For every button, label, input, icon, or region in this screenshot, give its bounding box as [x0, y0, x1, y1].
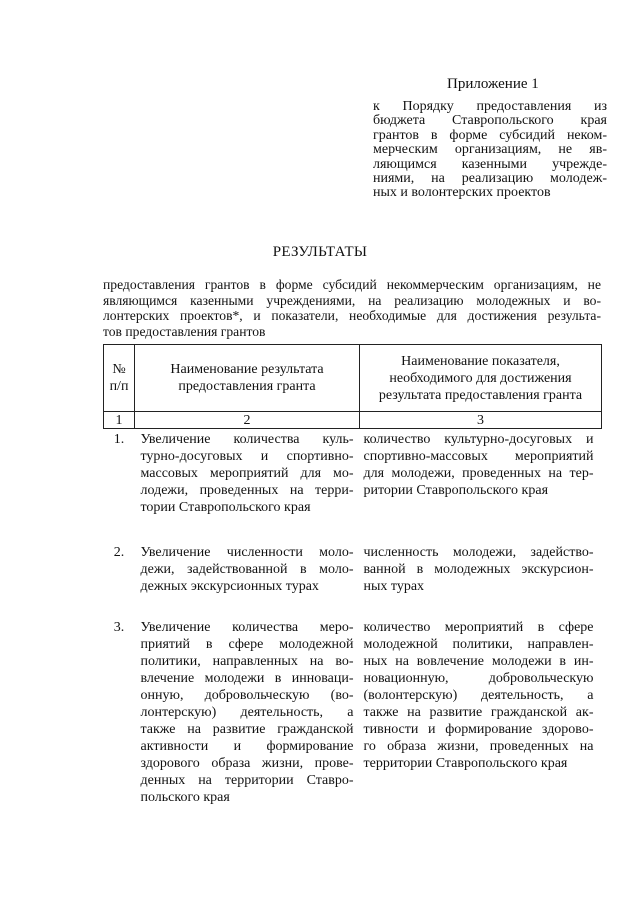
- cell-line: турно-досуговых и спортивно-: [140, 449, 354, 464]
- appendix-line: грантов в форме субсидий неком-: [373, 127, 607, 143]
- header-number-line: №: [112, 362, 126, 377]
- appendix-line: ниями, на реализацию молодеж-: [373, 171, 607, 187]
- cell-line: политики, направленных на во-: [140, 654, 354, 669]
- cell-line: ных турах: [363, 579, 425, 594]
- cell-line: тории Ставропольского края: [140, 500, 311, 515]
- cell-line: Увеличение численности моло-: [140, 545, 354, 560]
- subtitle-line: тов предоставления грантов: [103, 323, 266, 339]
- cell-line: лонтерскую) деятельность, а: [140, 705, 354, 720]
- cell-line: новационную, добровольческую: [363, 671, 594, 686]
- header-result: [135, 345, 360, 412]
- subtitle-line: предоставления грантов в форме субсидий некоммерческим организациям, не: [103, 277, 601, 292]
- header-indicator-line: результата предоставления гранта: [378, 387, 583, 403]
- cell-line: ных на вовлечение молодежи в ин-: [363, 654, 594, 669]
- table-row: [104, 617, 602, 806]
- cell-line: количество мероприятий в сфере: [363, 620, 594, 635]
- cell-line: для молодежи, проведенных на тер-: [363, 466, 594, 481]
- results-table: [103, 344, 602, 806]
- column-number: 2: [135, 412, 360, 429]
- column-number: 3: [360, 412, 602, 429]
- header-number-line: п/п: [109, 379, 129, 394]
- result-cell: [135, 429, 360, 543]
- header-indicator-line: необходимого для достижения: [389, 370, 572, 386]
- cell-line: спортивно-массовых мероприятий: [363, 449, 594, 464]
- cell-line: территории Ставропольского края: [363, 756, 568, 771]
- document-title: РЕЗУЛЬТАТЫ: [272, 244, 368, 260]
- appendix-text: [373, 100, 607, 201]
- column-number: 1: [104, 412, 135, 429]
- cell-line: ванной в молодежных экскурсион-: [363, 562, 594, 577]
- cell-line: численность молодежи, задейство-: [363, 545, 594, 560]
- cell-line: лодежи, проведенных на терри-: [140, 483, 354, 498]
- header-indicator: [360, 345, 602, 412]
- cell-line: (волонтерскую) деятельность, а: [363, 688, 594, 703]
- cell-line: денных на территории Ставро-: [140, 773, 354, 788]
- cell-line: Увеличение количества куль-: [140, 432, 354, 447]
- indicator-cell: [360, 542, 602, 617]
- row-number: 2.: [113, 545, 125, 560]
- cell-line: молодежной политики, направлен-: [363, 637, 594, 652]
- subtitle-line: лонтерских проектов*, и показатели, необходимые для достижения результа-: [103, 308, 601, 323]
- header-result-line: Наименование результата: [170, 362, 324, 377]
- appendix-title: Приложение 1: [447, 76, 539, 92]
- cell-line: активности и формирование: [140, 739, 354, 754]
- appendix-line: ляющимся казенными учрежде-: [373, 156, 607, 172]
- cell-line: дежи, задействованной в моло-: [140, 562, 354, 577]
- table-row: [104, 429, 602, 543]
- cell-line: количество культурно-досуговых и: [363, 432, 594, 447]
- row-number: 1.: [113, 432, 125, 447]
- indicator-cell: [360, 617, 602, 806]
- appendix-line: мерческим организациям, не яв-: [373, 142, 607, 158]
- cell-line: массовых мероприятий для мо-: [140, 466, 354, 481]
- table-header-row: [104, 345, 602, 412]
- cell-line: го образа жизни, проведенных на: [363, 739, 594, 754]
- subtitle-line: являющимся казенными учреждениями, на реализацию молодежных и во-: [103, 292, 601, 308]
- result-cell: [135, 542, 360, 617]
- cell-line: польского края: [140, 790, 230, 805]
- header-number: [104, 345, 135, 412]
- cell-line: тивности и формирование здорово-: [363, 722, 594, 737]
- cell-line: дежных экскурсионных турах: [140, 579, 319, 594]
- cell-line: приятий в сфере молодежной: [140, 637, 354, 652]
- cell-line: также на развитие гражданской: [140, 722, 354, 737]
- table-row: [104, 542, 602, 617]
- indicator-cell: [360, 429, 602, 543]
- row-number: 3.: [113, 620, 125, 635]
- document-subtitle: [103, 277, 601, 339]
- cell-line: Увеличение количества меро-: [140, 620, 354, 635]
- cell-line: онную, добровольческую (во-: [140, 688, 354, 703]
- cell-line: здорового образа жизни, прове-: [140, 756, 354, 771]
- appendix-line: бюджета Ставропольского края: [373, 113, 607, 129]
- header-indicator-line: Наименование показателя,: [401, 353, 560, 369]
- header-result-line: предоставления гранта: [178, 379, 316, 394]
- cell-line: также на развитие гражданской ак-: [363, 705, 594, 720]
- column-number-row: [104, 412, 602, 429]
- result-cell: [135, 617, 360, 806]
- appendix-line: к Порядку предоставления из: [373, 99, 607, 114]
- appendix-line: ных и волонтерских проектов: [373, 185, 551, 201]
- cell-line: влечение молодежи в инноваци-: [140, 671, 354, 686]
- cell-line: ритории Ставропольского края: [363, 483, 549, 498]
